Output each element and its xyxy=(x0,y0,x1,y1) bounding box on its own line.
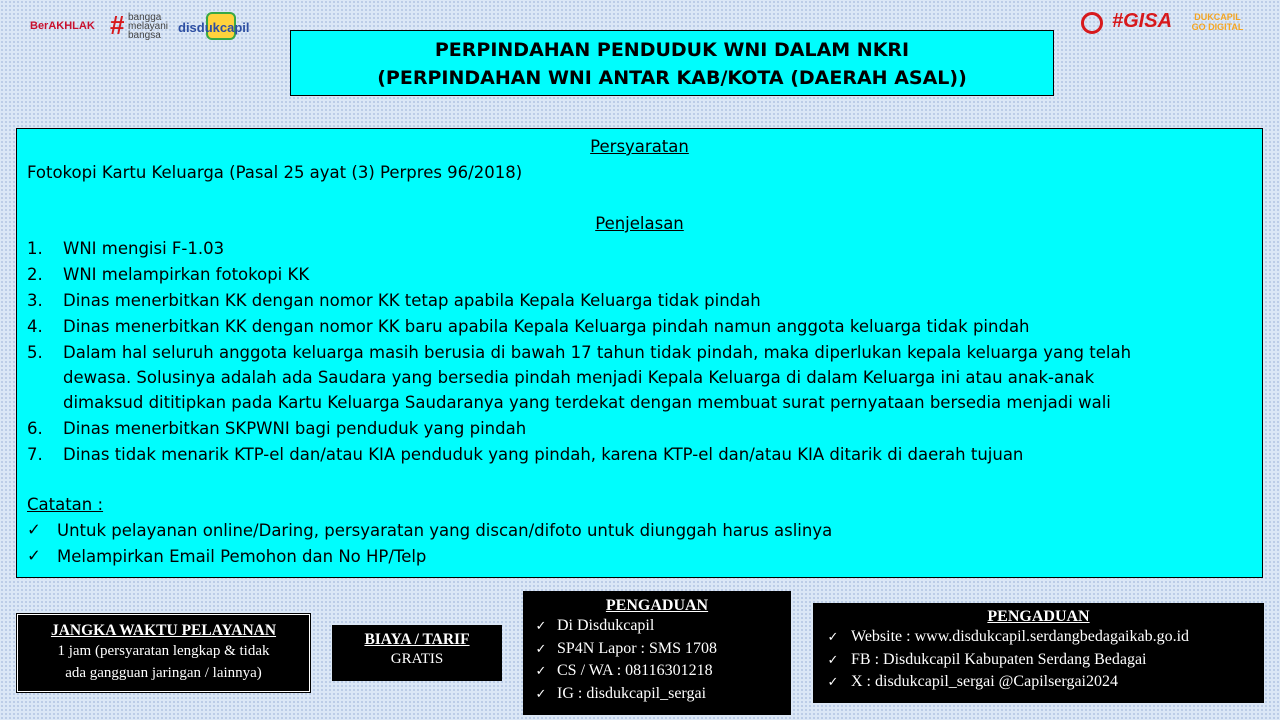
title-line-2: (PERPINDAHAN WNI ANTAR KAB/KOTA (DAERAH ASAL)) xyxy=(377,67,967,89)
list-number: 5. xyxy=(27,343,43,362)
berakhlak-tagline-mark xyxy=(30,34,110,39)
list-number: 4. xyxy=(27,317,43,336)
pengaduan-box-2 xyxy=(813,603,1264,703)
pengaduan-item xyxy=(813,649,1264,672)
jangka-waktu-heading: JANGKA WAKTU PELAYANAN xyxy=(50,622,277,639)
disdukcapil-logo-text: disdukcapil xyxy=(178,20,250,35)
pengaduan-item xyxy=(523,615,791,638)
persyaratan-heading: Persyaratan xyxy=(590,137,689,156)
pengaduan-item xyxy=(523,638,791,661)
pengaduan-website-text: Website : www.disdukcapil.serdangbedagaikab.go.id xyxy=(851,628,1190,646)
penjelasan-heading: Penjelasan xyxy=(595,214,684,233)
list-item-text: Dinas menerbitkan KK dengan nomor KK tetap apabila Kepala Keluarga tidak pindah xyxy=(63,291,761,310)
checkmark-icon: ✓ xyxy=(827,651,839,667)
gisa-logo-text: #GISA xyxy=(1112,10,1173,32)
pengaduan-box-1 xyxy=(523,591,791,715)
pengaduan-item-text: IG : disdukcapil_sergai xyxy=(557,684,707,702)
dukcapil-go-digital-logo xyxy=(1190,12,1245,38)
list-item-text: dewasa. Solusinya adalah ada Saudara yang bersedia pindah menjadi Kepala Keluarga di dalam Keluarga ini atau anak-anak xyxy=(63,368,1095,387)
persyaratan-text: Fotokopi Kartu Keluarga (Pasal 25 ayat (3) Perpres 96/2018) xyxy=(27,163,523,182)
pengaduan-item xyxy=(813,671,1264,694)
pengaduan-item-text: CS / WA : 08116301218 xyxy=(557,662,713,680)
berakhlak-logo-text: BerAKHLAK xyxy=(30,20,95,32)
checkmark-icon: ✓ xyxy=(827,674,839,690)
biaya-value: GRATIS xyxy=(390,651,444,667)
list-item-text: Dalam hal seluruh anggota keluarga masih berusia di bawah 17 tahun tidak pindah, maka diperlukan kepala keluarga yang telah xyxy=(63,343,1132,362)
list-item-text: WNI mengisi F-1.03 xyxy=(63,239,225,258)
jangka-waktu-text: ada gangguan jaringan / lainnya) xyxy=(65,665,262,681)
list-number: 6. xyxy=(27,419,43,438)
list-number: 2. xyxy=(27,265,43,284)
list-item-text: Dinas menerbitkan KK dengan nomor KK baru apabila Kepala Keluarga pindah namun anggota keluarga tidak pindah xyxy=(63,317,1030,336)
main-content-box xyxy=(16,128,1263,578)
dukcapil-prima-logo xyxy=(1078,12,1108,36)
checkmark-icon: ✓ xyxy=(535,618,547,634)
list-number: 1. xyxy=(27,239,43,258)
jangka-waktu-text: 1 jam (persyaratan lengkap & tidak xyxy=(57,643,270,659)
bangga-logo-text: bangga melayani bangsa xyxy=(128,12,169,41)
checkmark-icon: ✓ xyxy=(27,520,41,539)
checkmark-icon: ✓ xyxy=(27,546,41,565)
biaya-tarif-box xyxy=(332,625,502,681)
list-item-text: Dinas menerbitkan SKPWNI bagi penduduk yang pindah xyxy=(63,419,527,438)
jangka-waktu-box xyxy=(17,614,310,692)
list-number: 3. xyxy=(27,291,43,310)
pengaduan-item xyxy=(813,626,1264,649)
pengaduan-item xyxy=(523,660,791,683)
bangga-melayani-bangsa-logo xyxy=(110,10,175,40)
biaya-heading: BIAYA / TARIF xyxy=(364,631,470,648)
pengaduan-heading: PENGADUAN xyxy=(605,597,709,614)
dukcapil-prima-circle-icon xyxy=(1081,12,1103,34)
pengaduan-item xyxy=(523,683,791,706)
catatan-item: Untuk pelayanan online/Daring, persyaratan yang discan/difoto untuk diunggah harus aslinya xyxy=(57,521,833,540)
catatan-item: Melampirkan Email Pemohon dan No HP/Telp xyxy=(57,547,427,566)
checkmark-icon: ✓ xyxy=(535,663,547,679)
checkmark-icon: ✓ xyxy=(827,629,839,645)
checkmark-icon: ✓ xyxy=(535,685,547,701)
list-number: 7. xyxy=(27,445,43,464)
pengaduan-fb-text: FB : Disdukcapil Kabupaten Serdang Bedagai xyxy=(851,650,1147,668)
pengaduan-item-text: Di Disdukcapil xyxy=(557,617,655,635)
pengaduan-x-text: X : disdukcapil_sergai @Capilsergai2024 xyxy=(851,673,1118,691)
disdukcapil-logo xyxy=(178,12,270,38)
checkmark-icon: ✓ xyxy=(535,640,547,656)
list-item-text: WNI melampirkan fotokopi KK xyxy=(63,265,310,284)
pengaduan-heading: PENGADUAN xyxy=(987,608,1090,625)
list-item-text: Dinas tidak menarik KTP-el dan/atau KIA penduduk yang pindah, karena KTP-el dan/atau KIA ditarik di daerah tujuan xyxy=(63,445,1024,464)
catatan-heading: Catatan : xyxy=(27,495,104,514)
dukcapil-go-digital-text: DUKCAPIL GO DIGITAL xyxy=(1191,12,1244,32)
pengaduan-item-text: SP4N Lapor : SMS 1708 xyxy=(557,639,718,657)
hash-mark-icon: # xyxy=(110,10,125,40)
berakhlak-logo xyxy=(30,16,110,38)
title-line-1: PERPINDAHAN PENDUDUK WNI DALAM NKRI xyxy=(434,39,910,61)
title-box xyxy=(290,30,1054,96)
list-item-text: dimaksud dititipkan pada Kartu Keluarga Saudaranya yang terdekat dengan membuat surat pernyataan bersedia menjadi wali xyxy=(63,393,1111,412)
gisa-logo xyxy=(1112,10,1182,40)
